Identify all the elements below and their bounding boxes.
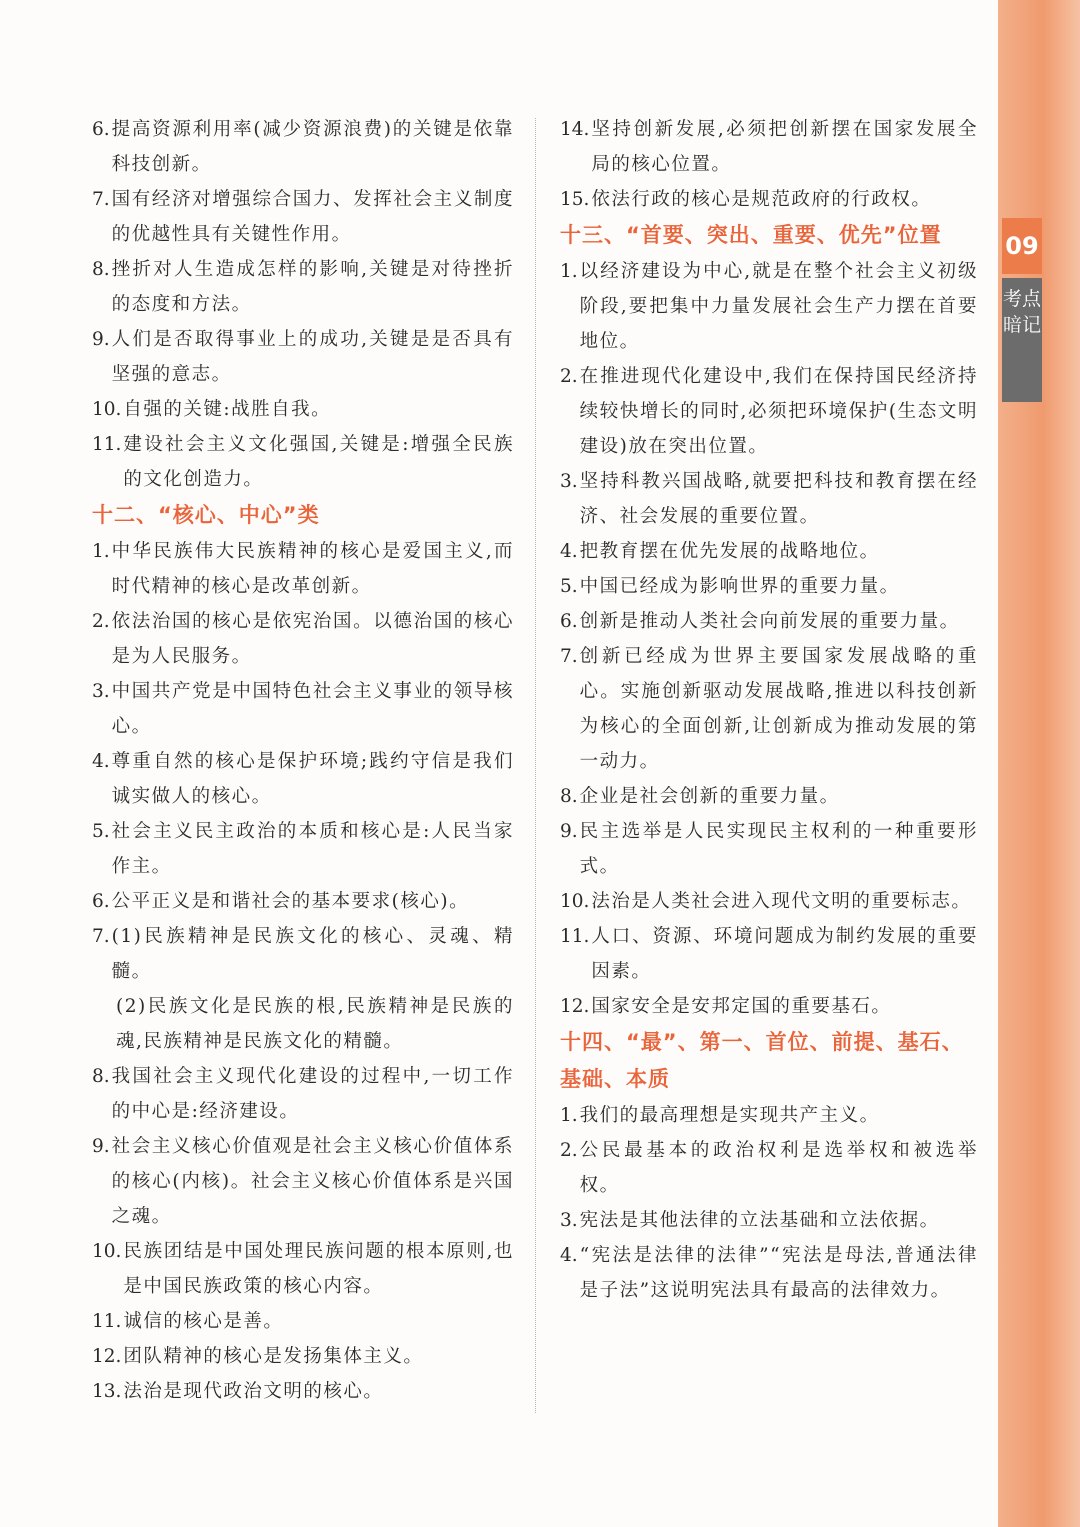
list-item-number: 1.: [560, 261, 578, 282]
list-item-number: 10.: [92, 1241, 122, 1262]
list-item: [92, 674, 514, 744]
list-item: [560, 779, 978, 814]
list-item: [92, 884, 514, 919]
list-item-text: 坚持科教兴国战略,就要把科技和教育摆在经济、社会发展的重要位置。: [579, 471, 978, 527]
list-item-text: 创新是推动人类社会向前发展的重要力量。: [579, 611, 960, 632]
list-item-text: 依法行政的核心是规范政府的行政权。: [591, 189, 932, 210]
list-item-number: 3.: [560, 1210, 578, 1231]
list-item-text: “宪法是法律的法律”“宪法是母法,普通法律是子法”这说明宪法具有最高的法律效力。: [579, 1245, 978, 1301]
list-item-text: 中华民族伟大民族精神的核心是爱国主义,而时代精神的核心是改革创新。: [111, 541, 514, 597]
list-item: [92, 427, 514, 497]
list-item: [92, 252, 514, 322]
list-item-text: 提高资源利用率(减少资源浪费)的关键是依靠科技创新。: [111, 119, 514, 175]
list-item: [92, 534, 514, 604]
list-item-text: 国家安全是安邦定国的重要基石。: [591, 996, 892, 1017]
list-item: [560, 1133, 978, 1203]
list-item-text: 公民最基本的政治权利是选举权和被选举权。: [579, 1140, 978, 1196]
list-item: [560, 464, 978, 534]
list-item-number: 5.: [92, 821, 110, 842]
list-item-text: 民族团结是中国处理民族问题的根本原则,也是中国民族政策的核心内容。: [123, 1241, 514, 1297]
list-item-number: 12.: [92, 1346, 122, 1367]
list-item-number: 7.: [92, 189, 110, 210]
list-item-number: 15.: [560, 189, 590, 210]
list-item-number: 14.: [560, 119, 590, 140]
list-item-number: 10.: [92, 399, 122, 420]
list-item-number: 8.: [560, 786, 578, 807]
list-item-text: 法治是现代政治文明的核心。: [123, 1381, 384, 1402]
list-item-number: 8.: [92, 259, 110, 280]
list-item-text: 法治是人类社会进入现代文明的重要标志。: [591, 891, 972, 912]
list-item-number: 4.: [560, 1245, 578, 1266]
list-item-number: 3.: [92, 681, 110, 702]
list-item-number: 6.: [92, 891, 110, 912]
list-item-number: 5.: [560, 576, 578, 597]
list-item-number: 11.: [92, 1311, 122, 1332]
list-item: [92, 919, 514, 989]
list-item: [92, 322, 514, 392]
list-item: [560, 254, 978, 359]
list-item: [560, 182, 978, 217]
list-item-text: 挫折对人生造成怎样的影响,关键是对待挫折的态度和方法。: [111, 259, 514, 315]
list-item-number: 2.: [560, 1140, 578, 1161]
section-heading: 十二、“核心、中心”类: [92, 503, 320, 527]
list-item-text: 公平正义是和谐社会的基本要求(核心)。: [111, 891, 470, 912]
list-item: [560, 534, 978, 569]
list-item-number: 12.: [560, 996, 590, 1017]
list-item-number: 11.: [92, 434, 122, 455]
list-item-number: 3.: [560, 471, 578, 492]
list-item: [560, 1098, 978, 1133]
list-item-number: 1.: [92, 541, 110, 562]
list-item-number: 4.: [92, 751, 110, 772]
list-item-number: 7.: [92, 926, 110, 947]
left-column: [92, 112, 514, 1409]
list-item: [560, 112, 978, 182]
list-item: [92, 1374, 514, 1409]
list-item-number: 6.: [92, 119, 110, 140]
list-item: [92, 1304, 514, 1339]
list-item: [560, 814, 978, 884]
list-item-text: 自强的关键:战胜自我。: [123, 399, 332, 420]
list-item-text: 以经济建设为中心,就是在整个社会主义初级阶段,要把集中力量发展社会生产力摆在首要地位。: [579, 261, 978, 352]
list-item-text: 企业是社会创新的重要力量。: [579, 786, 840, 807]
list-item: [560, 1203, 978, 1238]
list-item-number: 11.: [560, 926, 590, 947]
list-item-text: 中国已经成为影响世界的重要力量。: [579, 576, 900, 597]
list-item: [92, 1129, 514, 1234]
list-item: [92, 182, 514, 252]
list-item: [92, 814, 514, 884]
list-item-number: 8.: [92, 1066, 110, 1087]
list-item-text: 诚信的核心是善。: [123, 1311, 284, 1332]
list-item-number: 9.: [92, 329, 110, 350]
list-item: [560, 989, 978, 1024]
list-item-text: 创新已经成为世界主要国家发展战略的重心。实施创新驱动发展战略,推进以科技创新为核心的全面创新,让创新成为推动发展的第一动力。: [579, 646, 978, 772]
list-item-text: 建设社会主义文化强国,关键是:增强全民族的文化创造力。: [123, 434, 514, 490]
list-item-text: 人口、资源、环境问题成为制约发展的重要因素。: [591, 926, 978, 982]
list-item-text: 在推进现代化建设中,我们在保持国民经济持续较快增长的同时,必须把环境保护(生态文明建设)放在突出位置。: [579, 366, 978, 457]
list-item: [92, 744, 514, 814]
list-item: [560, 884, 978, 919]
list-item-number: 2.: [92, 611, 110, 632]
column-divider: [535, 118, 536, 1413]
list-item-text: 人们是否取得事业上的成功,关键是是否具有坚强的意志。: [111, 329, 514, 385]
section-heading: 十四、“最”、第一、首位、前提、基石、基础、本质: [560, 1030, 964, 1091]
list-item-text: 民主选举是人民实现民主权利的一种重要形式。: [579, 821, 978, 877]
list-item: [560, 639, 978, 779]
list-item-number: 9.: [560, 821, 578, 842]
list-item-text: 我国社会主义现代化建设的过程中,一切工作的中心是:经济建设。: [111, 1066, 514, 1122]
list-item: [92, 1234, 514, 1304]
list-item: [560, 1238, 978, 1308]
list-item: [92, 1339, 514, 1374]
list-item-text: 中国共产党是中国特色社会主义事业的领导核心。: [111, 681, 514, 737]
list-item-text: 依法治国的核心是依宪治国。以德治国的核心是为人民服务。: [111, 611, 514, 667]
list-item-number: 6.: [560, 611, 578, 632]
list-item-text: 把教育摆在优先发展的战略地位。: [579, 541, 880, 562]
list-item-number: 4.: [560, 541, 578, 562]
list-item: [560, 569, 978, 604]
list-item-text: 团队精神的核心是发扬集体主义。: [123, 1346, 424, 1367]
list-item: [560, 919, 978, 989]
list-item-text: 坚持创新发展,必须把创新摆在国家发展全局的核心位置。: [591, 119, 978, 175]
list-item-text: 我们的最高理想是实现共产主义。: [579, 1105, 880, 1126]
list-item: [92, 112, 514, 182]
section-heading: 十三、“首要、突出、重要、优先”位置: [560, 223, 942, 247]
list-item: [92, 1059, 514, 1129]
list-item: [92, 604, 514, 674]
chapter-number-tab: 09: [1002, 218, 1042, 274]
list-item-number: 1.: [560, 1105, 578, 1126]
list-item-number: 2.: [560, 366, 578, 387]
list-item-continuation: (2)民族文化是民族的根,民族精神是民族的魂,民族精神是民族文化的精髓。: [116, 996, 514, 1052]
list-item-text: 国有经济对增强综合国力、发挥社会主义制度的优越性具有关键性作用。: [111, 189, 514, 245]
list-item-text: (1)民族精神是民族文化的核心、灵魂、精髓。: [111, 926, 514, 982]
list-item-number: 9.: [92, 1136, 110, 1157]
list-item-text: 尊重自然的核心是保护环境;践约守信是我们诚实做人的核心。: [111, 751, 514, 807]
list-item-text: 社会主义民主政治的本质和核心是:人民当家作主。: [111, 821, 514, 877]
list-item-number: 10.: [560, 891, 590, 912]
list-item-text: 宪法是其他法律的立法基础和立法依据。: [579, 1210, 940, 1231]
list-item-number: 7.: [560, 646, 578, 667]
list-item-text: 社会主义核心价值观是社会主义核心价值体系的核心(内核)。社会主义核心价值体系是兴国之魂。: [111, 1136, 514, 1227]
list-item: [92, 392, 514, 427]
chapter-label-tab: 考点暗记: [1002, 278, 1042, 402]
list-item-number: 13.: [92, 1381, 122, 1402]
list-item: [560, 604, 978, 639]
list-item: [560, 359, 978, 464]
right-column: [560, 112, 978, 1308]
